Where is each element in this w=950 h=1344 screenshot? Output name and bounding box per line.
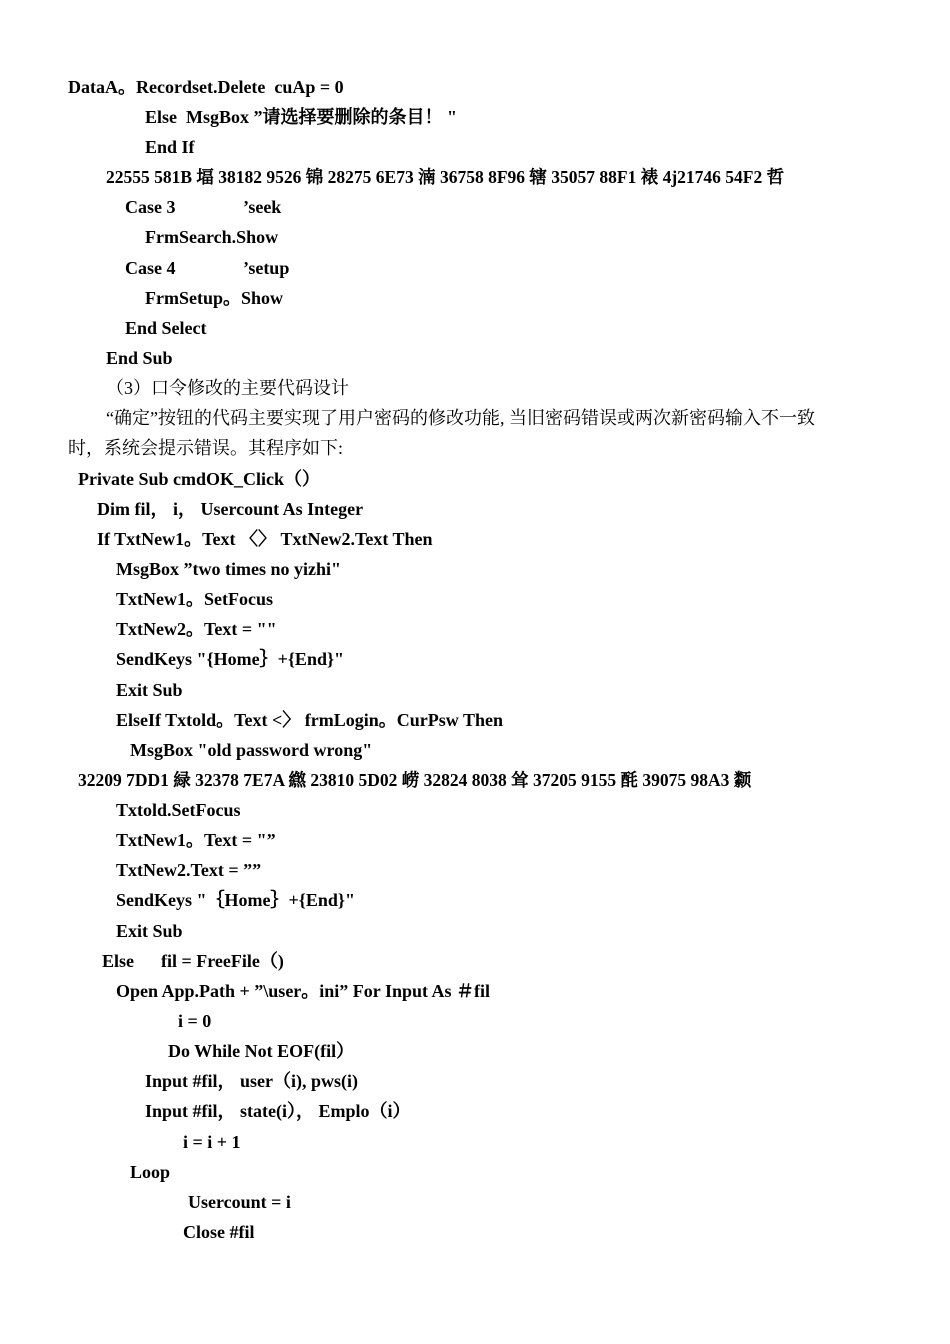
code-line: SendKeys "｛Home｝+{End}" [116, 890, 355, 910]
code-line: Exit Sub [116, 680, 183, 700]
code-line: FrmSearch.Show [145, 227, 279, 247]
code-line: 22555 581B 堛 38182 9526 锦 28275 6E73 湳 36758 8F96 辖 35057 88F1 裱 4j21746 54F2 哲 [106, 167, 785, 187]
code-line: i = i + 1 [183, 1132, 241, 1152]
code-line: Loop [130, 1162, 171, 1182]
code-line: TxtNew2.Text = ”” [116, 860, 262, 880]
code-line: MsgBox ”two times no yizhi" [116, 559, 341, 579]
code-line: SendKeys "{Home｝+{End}" [116, 649, 345, 669]
code-line: Input #fil， user（i), pws(i) [145, 1071, 359, 1091]
code-line: Open App.Path + ”\user。ini” For Input As ＃fil [116, 981, 491, 1001]
code-line: MsgBox "old password wrong" [130, 740, 373, 760]
code-line: Do While Not EOF(fil） [168, 1041, 355, 1061]
code-line: Close #fil [183, 1222, 255, 1242]
code-line: If TxtNew1。Text 〈〉 TxtNew2.Text Then [97, 529, 433, 549]
code-line: Exit Sub [116, 921, 183, 941]
code-line: End If [145, 137, 195, 157]
code-line: Private Sub cmdOK_Click（） [78, 469, 320, 489]
code-line: TxtNew2。Text = "" [116, 619, 277, 639]
code-line: FrmSetup。Show [145, 288, 284, 308]
code-line: End Select [125, 318, 207, 338]
code-line: Else MsgBox ”请选择要删除的条目！ " [145, 107, 457, 127]
code-line: TxtNew1。Text = "” [116, 830, 276, 850]
code-line: Usercount = i [188, 1192, 291, 1212]
code-line: TxtNew1。SetFocus [116, 589, 273, 609]
section-heading: （3）口令修改的主要代码设计 [106, 378, 349, 398]
code-line: Input #fil， state(i）， Emplo（i） [145, 1101, 411, 1121]
body-paragraph: 时，系统会提示错误。其程序如下: [68, 438, 343, 458]
body-paragraph: “确定”按钮的代码主要实现了用户密码的修改功能, 当旧密码错误或两次新密码输入不一致 [106, 408, 815, 428]
code-line: DataA。Recordset.Delete cuAp = 0 [68, 77, 344, 97]
code-line: End Sub [106, 348, 173, 368]
code-line: Txtold.SetFocus [116, 800, 241, 820]
code-line: Case 4 ’setup [125, 258, 290, 278]
code-line: Dim fil， i， Usercount As Integer [97, 499, 364, 519]
code-line: 32209 7DD1 緑 32378 7E7A 繺 23810 5D02 崂 32824 8038 耸 37205 9155 酕 39075 98A3 颣 [78, 770, 752, 790]
code-line: Else fil = FreeFile（) [102, 951, 284, 971]
code-line: ElseIf Txtold。Text <〉 frmLogin。CurPsw Then [116, 710, 503, 730]
code-line: i = 0 [178, 1011, 212, 1031]
code-line: Case 3 ’seek [125, 197, 282, 217]
